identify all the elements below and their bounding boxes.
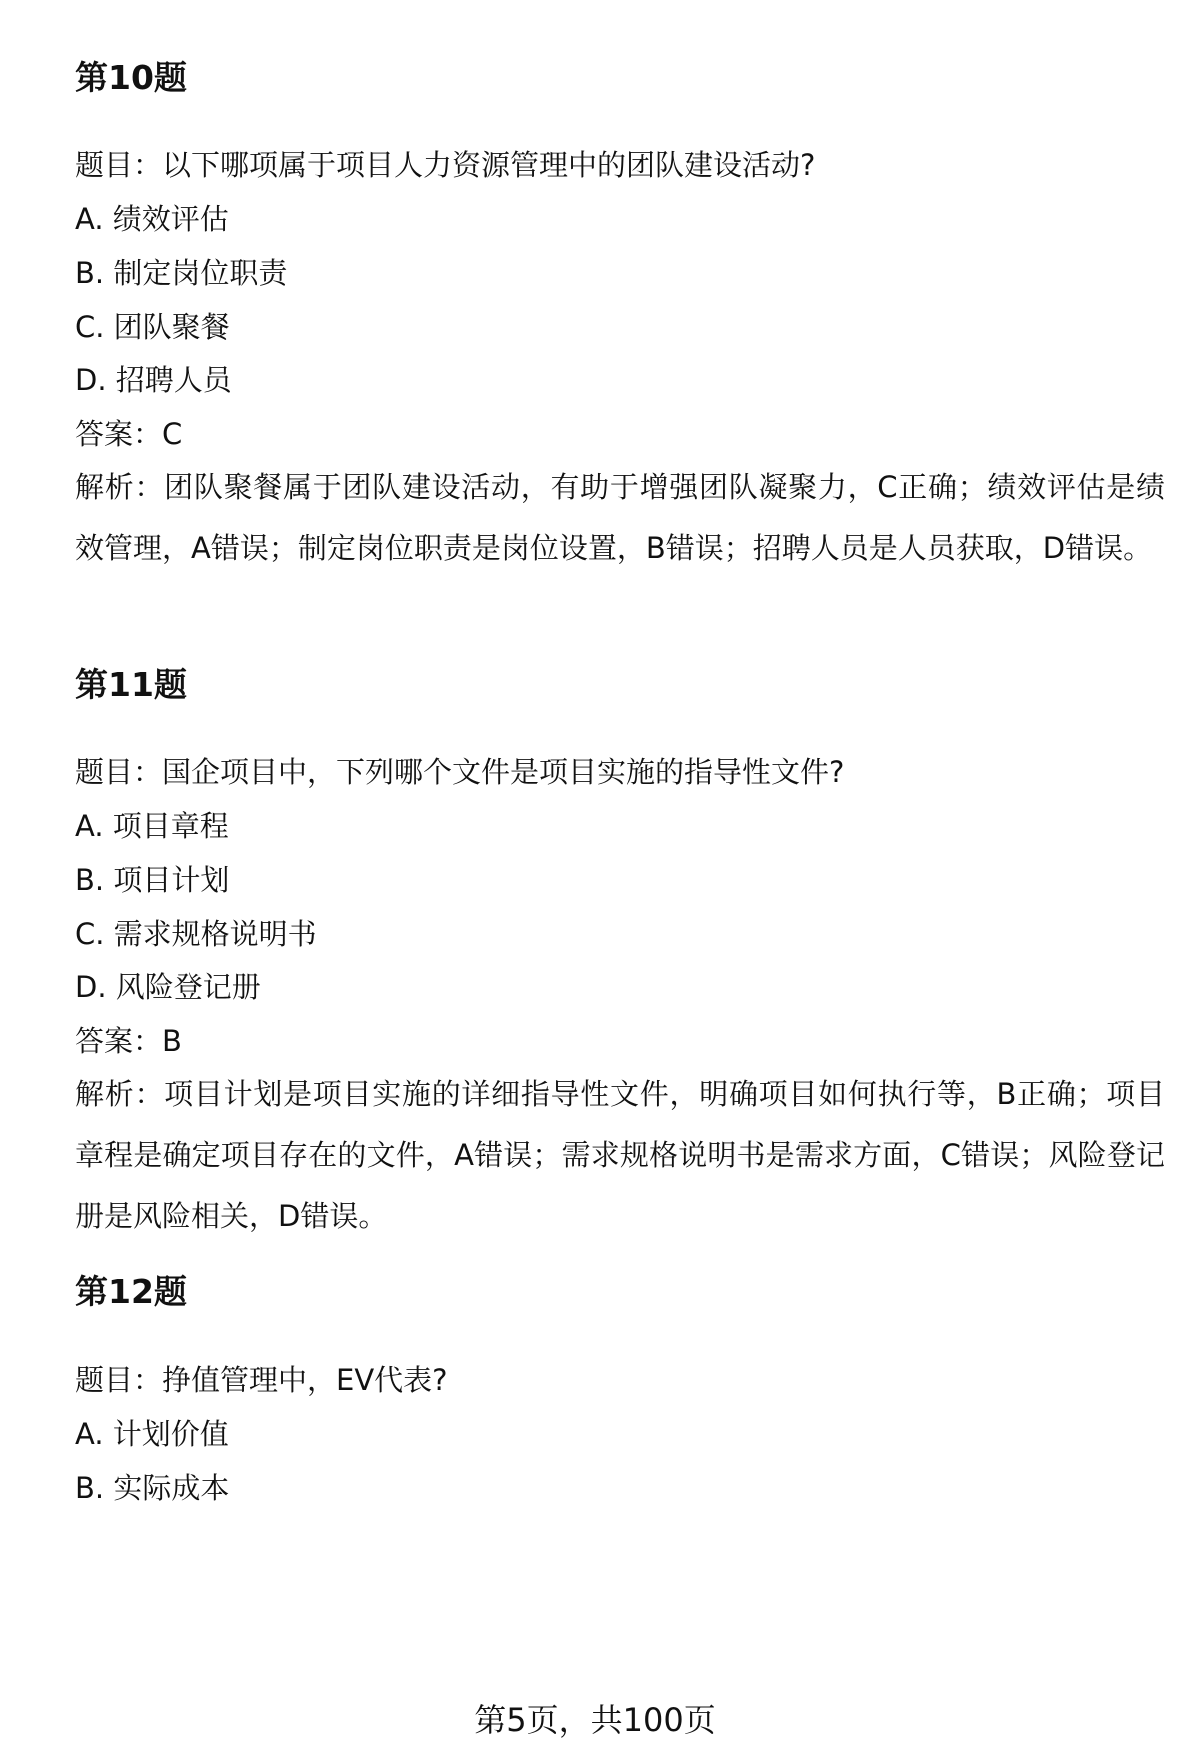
option-d: D. 风险登记册: [75, 970, 261, 1004]
option-a: A. 绩效评估: [75, 202, 229, 236]
question-text: 题目：以下哪项属于项目人力资源管理中的团队建设活动?: [75, 148, 816, 182]
option-c: C. 团队聚餐: [75, 310, 230, 344]
option-b: B. 实际成本: [75, 1471, 230, 1505]
answer: 答案：B: [75, 1024, 182, 1058]
option-a: A. 项目章程: [75, 809, 229, 843]
option-b: B. 项目计划: [75, 863, 230, 897]
question-text: 题目：挣值管理中，EV代表?: [75, 1363, 448, 1397]
analysis: 解析：项目计划是项目实施的详细指导性文件，明确项目如何执行等，B正确；项目章程是确定项目存在的文件，A错误；需求规格说明书是需求方面，C错误；风险登记册是风险相关，D错误。: [75, 1077, 1165, 1233]
question-heading: 第12题: [75, 1272, 187, 1311]
option-a: A. 计划价值: [75, 1417, 229, 1451]
option-d: D. 招聘人员: [75, 363, 232, 397]
page-number: 第5页，共100页: [474, 1701, 716, 1739]
question-heading: 第11题: [75, 665, 187, 704]
option-b: B. 制定岗位职责: [75, 256, 288, 290]
analysis: 解析：团队聚餐属于团队建设活动，有助于增强团队凝聚力，C正确；绩效评估是绩效管理，A错误；制定岗位职责是岗位设置，B错误；招聘人员是人员获取，D错误。: [75, 470, 1165, 565]
question-heading: 第10题: [75, 58, 187, 97]
question-text: 题目：国企项目中，下列哪个文件是项目实施的指导性文件?: [75, 755, 845, 789]
answer: 答案：C: [75, 417, 183, 451]
option-c: C. 需求规格说明书: [75, 917, 317, 951]
